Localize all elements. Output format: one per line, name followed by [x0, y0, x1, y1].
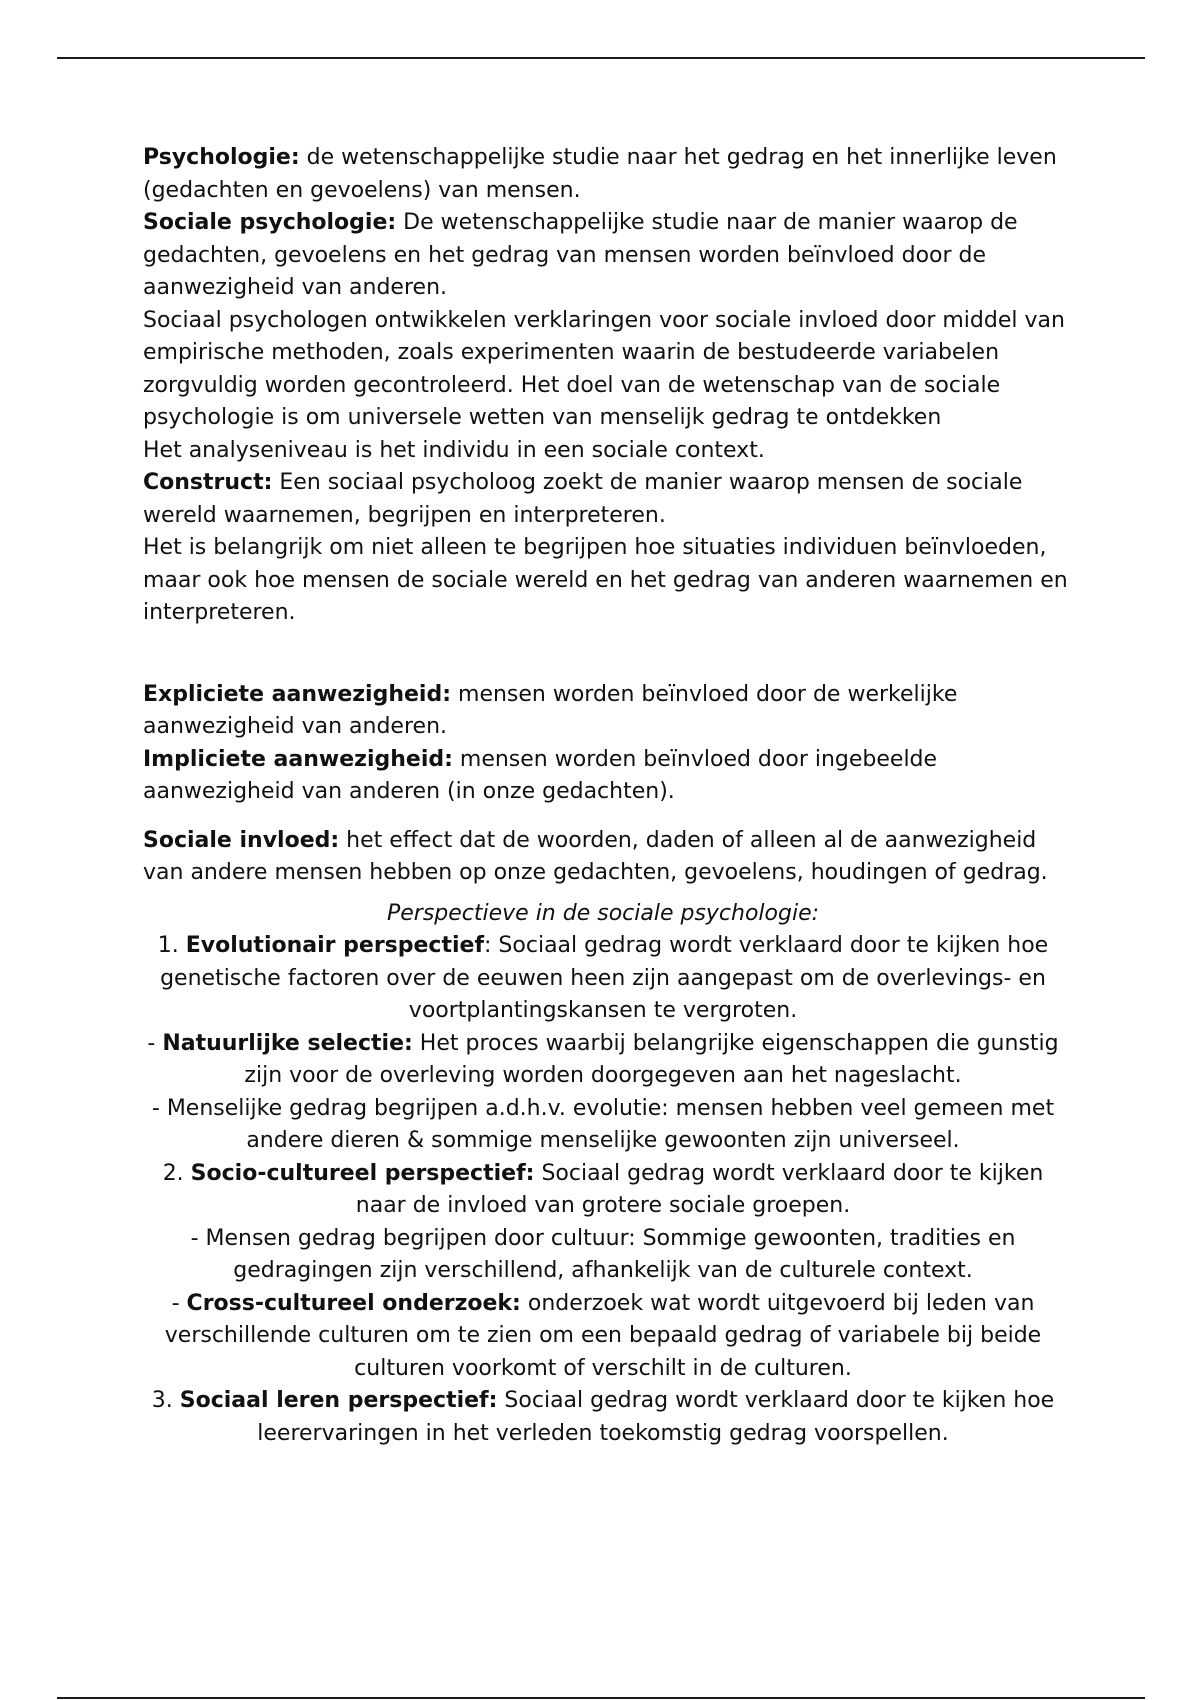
- document-body: [143, 142, 1073, 1450]
- definition-text: : Sociaal gedrag wordt verklaard door te kijken hoe genetische factoren over de eeuwen heen zijn aangepast om de overlevings- en voortplantingskansen te vergroten.: [160, 933, 1049, 1023]
- term: Construct:: [143, 470, 273, 495]
- term: Sociaal leren perspectief:: [179, 1388, 498, 1413]
- definition-sociale-psychologie: [143, 207, 1073, 305]
- definition-construct: [143, 467, 1073, 532]
- term: Sociale invloed:: [143, 827, 340, 853]
- top-rule: [57, 57, 1145, 59]
- item-mensen-gedrag-cultuur: - Mensen gedrag begrijpen door cultuur: Sommige gewoonten, tradities en gedragingen zijn verschillend, afhankelijk van de culturele context.: [190, 1225, 1016, 1283]
- list-number: 3.: [151, 1388, 180, 1413]
- item-natuurlijke-selectie: [143, 1028, 1063, 1093]
- definition-text: mensen worden beïnvloed door ingebeelde aanwezigheid van anderen (in onze gedachten).: [143, 746, 938, 804]
- definition-expliciete-aanwezigheid: [143, 679, 1073, 744]
- definition-text: de wetenschappelijke studie naar het gedrag en het innerlijke leven (gedachten en gevoelens) van mensen.: [143, 145, 1057, 203]
- definition-text: Sociaal gedrag wordt verklaard door te kijken naar de invloed van grotere sociale groepen.: [355, 1160, 1044, 1218]
- perspective-socio-cultureel: [143, 1158, 1063, 1223]
- definition-text: onderzoek wat wordt uitgevoerd bij leden van verschillende culturen om te zien om een bepaald gedrag of variabele bij beide culturen voorkomt of verschilt in de culturen.: [164, 1290, 1042, 1381]
- perspectives-section: [143, 898, 1063, 1451]
- list-number: 2.: [162, 1160, 191, 1186]
- definition-text: het effect dat de woorden, daden of alleen al de aanwezigheid van andere mensen hebben op onze gedachten, gevoelens, houdingen of gedrag.: [143, 827, 1048, 885]
- term: Evolutionair perspectief: [185, 933, 485, 958]
- perspective-sociaal-leren: [143, 1385, 1063, 1450]
- definition-text: Een sociaal psycholoog zoekt de manier waarop mensen de sociale wereld waarnemen, begrijpen en interpreteren.: [143, 470, 1023, 528]
- bottom-rule: [57, 1697, 1145, 1699]
- list-dash: -: [171, 1290, 187, 1316]
- definition-sociale-invloed: [143, 825, 1073, 890]
- definition-psychologie: [143, 142, 1073, 207]
- term: Natuurlijke selectie:: [162, 1030, 413, 1056]
- definition-text: De wetenschappelijke studie naar de manier waarop de gedachten, gevoelens en het gedrag van mensen worden beïnvloed door de aanwezigheid van anderen.: [143, 210, 1018, 300]
- definition-text: Sociaal gedrag wordt verklaard door te kijken hoe leerervaringen in het verleden toekomstig gedrag voorspellen.: [257, 1388, 1055, 1446]
- term: Sociale psychologie:: [143, 210, 397, 235]
- list-number: 1.: [157, 933, 186, 958]
- definition-text: Het proces waarbij belangrijke eigenschappen die gunstig zijn voor de overleving worden doorgegeven aan het nageslacht.: [244, 1030, 1059, 1088]
- term: Expliciete aanwezigheid:: [143, 681, 452, 707]
- section-subtitle: Perspectieve in de sociale psychologie:: [386, 900, 820, 926]
- paragraph-empirische-methoden: Sociaal psychologen ontwikkelen verklaringen voor sociale invloed door middel van empirische methoden, zoals experimenten waarin de bestudeerde variabelen zorgvuldig worden gecontroleerd. Het doel van de wetenschap van de sociale psychologie is om universele wetten van menselijk gedrag te ontdekken: [143, 307, 1065, 430]
- paragraph-analyseniveau: Het analyseniveau is het individu in een sociale context.: [143, 437, 765, 463]
- term: Cross-cultureel onderzoek:: [186, 1290, 521, 1316]
- list-dash: -: [147, 1030, 163, 1056]
- item-menselijke-gedrag: - Menselijke gedrag begrijpen a.d.h.v. evolutie: mensen hebben veel gemeen met andere dieren & sommige menselijke gewoonten zijn universeel.: [151, 1095, 1055, 1153]
- paragraph-situaties: Het is belangrijk om niet alleen te begrijpen hoe situaties individuen beïnvloeden, maar ook hoe mensen de sociale wereld en het gedrag van anderen waarnemen en interpreteren.: [143, 535, 1068, 625]
- term: Socio-cultureel perspectief:: [190, 1160, 535, 1186]
- term: Psychologie:: [143, 145, 300, 170]
- definition-impliciete-aanwezigheid: [143, 744, 1073, 809]
- item-cross-cultureel-onderzoek: [143, 1288, 1063, 1386]
- definition-text: mensen worden beïnvloed door de werkelijke aanwezigheid van anderen.: [143, 681, 958, 739]
- term: Impliciete aanwezigheid:: [143, 746, 453, 772]
- perspective-evolutionair: [143, 930, 1063, 1028]
